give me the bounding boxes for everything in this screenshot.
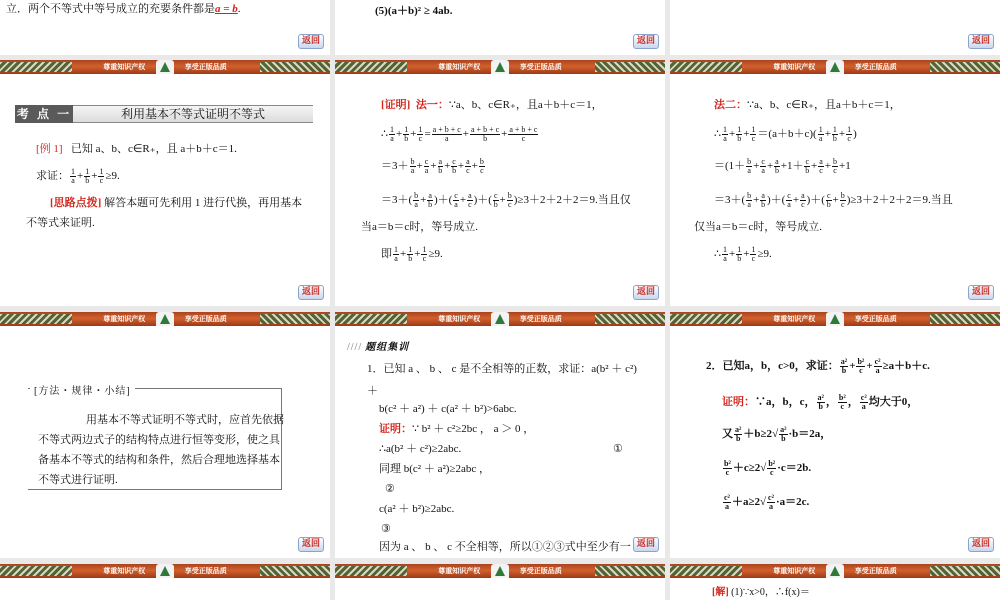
slide-banner: 尊重知识产权 享受正版品质	[0, 564, 330, 578]
kaodian-title: 利用基本不等式证明不等式	[73, 105, 313, 123]
q2-proof-1: 证明：∵a，b，c， $\frac{\text{a²}}{b}$ ， $\frac{\text{b²}}{c}$ ， $\frac{\text{c²}}{a}$ 均大于0，	[722, 393, 919, 411]
logo-icon	[156, 60, 174, 74]
q1-proof-1: 证明：∵ b² ＋ c²≥2bc ， a ＞ 0 ，	[379, 423, 535, 435]
proof-line-6: 即 $\frac{1}{a}$ + $\frac{1}{b}$ + $\frac{1}{c}$ ≥9.	[381, 245, 443, 263]
hint-line-1: [思路点拨] 解答本题可先利用 1 进行代换，再用基本	[50, 197, 303, 209]
slide-r2c1	[335, 312, 665, 558]
method2-line-4: ＝3＋( $\frac{b}{a}$ + $\frac{a}{b}$ )＋( $\frac{c}{a}$ + $\frac{a}{c}$ )＋( $\frac{c}{b}$ + $\frac{b}{c}$ )≥3＋2＋2＋2＝9.当且	[714, 191, 953, 209]
proof-line-1: [证明] 法一：∵a、b、c∈R₊，且a＋b＋c＝1，	[381, 99, 603, 111]
q1-line-c: b(c² ＋ a²) ＋ c(a² ＋ b²)>6abc.	[379, 403, 517, 415]
method2-line-6: ∴ $\frac{1}{a}$ + $\frac{1}{b}$ + $\frac{1}{c}$ ≥9.	[714, 245, 772, 263]
logo-icon	[491, 564, 509, 578]
slide-r2c2	[670, 312, 1000, 558]
slide-banner: 尊重知识产权 享受正版品质	[0, 60, 330, 74]
proof-line-4: ＝3＋( $\frac{b}{a}$ + $\frac{a}{b}$ )＋( $\frac{c}{a}$ + $\frac{a}{c}$ )＋( $\frac{c}{b}$ + $\frac{b}{c}$ )≥3＋2＋2＋2＝9.当且仅	[381, 191, 631, 209]
back-button[interactable]: 返回	[968, 537, 994, 552]
q1-proof-5: 因为 a 、 b 、 c 不全相等，所以①②③式中至少有一	[379, 541, 631, 553]
slide-banner: 尊重知识产权 享受正版品质	[670, 60, 1000, 74]
back-button[interactable]: 返回	[298, 285, 324, 300]
method2-line-1: 法二：∵a、b、c∈R₊，且a＋b＋c＝1，	[714, 99, 901, 111]
back-button[interactable]: 返回	[968, 285, 994, 300]
slide-r2c0	[0, 312, 330, 558]
slide-banner: 尊重知识产权 享受正版品质	[0, 312, 330, 326]
proof-line-5: 当a＝b＝c时，等号成立.	[361, 221, 479, 233]
slide-banner: 尊重知识产权 享受正版品质	[335, 564, 665, 578]
back-button[interactable]: 返回	[298, 34, 324, 49]
q2-proof-4: $\frac{\text{c²}}{a}$ ＋a≥2√ $\frac{\text{c²}}{a}$ ·a＝2c.	[724, 493, 810, 511]
proof-line-2: ∴ $\frac{1}{a}$ + $\frac{1}{b}$ + $\frac{1}{c}$ = $\frac{a + b + c}{a}$ + $\frac{a + b + c}{b}$ + $\frac{a + b + c}{c}$	[381, 125, 538, 143]
proof-line-3: ＝3＋ $\frac{b}{a}$ + $\frac{c}{a}$ + $\frac{a}{b}$ + $\frac{c}{b}$ + $\frac{a}{c}$ + $\frac{b}{c}$	[381, 157, 484, 175]
mark-2: ②	[385, 483, 395, 495]
q2-proof-2: 又 $\frac{\text{a²}}{b}$ ＋b≥2√ $\frac{\text{a²}}{b}$ ·b＝2a，	[722, 425, 832, 443]
slide-r0c1	[335, 0, 665, 55]
slide-r1c1	[335, 60, 665, 306]
back-button[interactable]: 返回	[633, 537, 659, 552]
method-summary-body: 用基本不等式证明不等式时，应首先依据不等式两边式子的结构特点进行恒等变形，使之具备基本不等式的结构和条件，然后合理地选择基本不等式进行证明.	[38, 414, 284, 486]
q1-proof-2: ∴a(b² ＋ c²)≥2abc.	[379, 443, 462, 455]
slide-banner: 尊重知识产权 享受正版品质	[670, 312, 1000, 326]
back-button[interactable]: 返回	[633, 34, 659, 49]
method2-line-5: 仅当a＝b＝c时，等号成立.	[694, 221, 823, 233]
q2-statement: 2．已知a，b，c>0，求证： $\frac{\text{a²}}{b}$ + $\frac{\text{b²}}{c}$ + $\frac{\text{c²}}{a}$ ≥a＋b＋c.	[706, 357, 930, 375]
q1-line-a: 1．已知 a 、 b 、 c 是不全相等的正数，求证：a(b² ＋ c²)	[367, 363, 637, 375]
inequality-5: (5)(a＋b)² ≥ 4ab.	[375, 5, 453, 17]
logo-icon	[826, 312, 844, 326]
slide-r3c2	[670, 564, 1000, 600]
slide-banner: 尊重知识产权 享受正版品质	[670, 564, 1000, 578]
method2-line-2: ∴ $\frac{1}{a}$ + $\frac{1}{b}$ + $\frac{1}{c}$ ＝(a＋b＋c)( $\frac{1}{a}$ + $\frac{1}{b}$ + $\frac{1}{c}$ )	[714, 125, 857, 143]
example-1: [例 1] 已知 a、b、c∈R₊，且 a＋b＋c＝1.	[36, 143, 237, 155]
method-summary-heading: [方法・规律・小结]	[30, 382, 135, 397]
logo-icon	[156, 312, 174, 326]
q1-proof-4: c(a² ＋ b²)≥2abc.	[379, 503, 455, 515]
slide-r1c2	[670, 60, 1000, 306]
slide-banner: 尊重知识产权 享受正版品质	[335, 60, 665, 74]
equality-condition-text: 立．两个不等式中等号成立的充要条件都是a = b.	[6, 3, 241, 15]
slide-r0c0	[0, 0, 330, 55]
slide-r3c0	[0, 564, 330, 600]
slide-r3c1	[335, 564, 665, 600]
logo-icon	[491, 60, 509, 74]
logo-icon	[826, 564, 844, 578]
prove-statement: 求证： $\frac{1}{a}$ + $\frac{1}{b}$ + $\frac{1}{c}$ ≥9.	[36, 167, 120, 185]
back-button[interactable]: 返回	[633, 285, 659, 300]
slide-r1c0	[0, 60, 330, 306]
logo-icon	[826, 60, 844, 74]
exercise-heading: //// 题组集训	[347, 338, 409, 353]
back-button[interactable]: 返回	[298, 537, 324, 552]
logo-icon	[491, 312, 509, 326]
logo-icon	[156, 564, 174, 578]
back-button[interactable]: 返回	[968, 34, 994, 49]
method2-line-3: ＝(1＋ $\frac{b}{a}$ + $\frac{c}{a}$ + $\frac{a}{b}$ +1＋ $\frac{c}{b}$ + $\frac{a}{c}$ + $\frac{b}{c}$ +1	[714, 157, 851, 175]
solution-start: [解] (1)∵x>0，∴f(x)＝	[712, 587, 810, 598]
q1-proof-3: 同理 b(c² ＋ a²)≥2abc ，	[379, 463, 490, 475]
slide-banner: 尊重知识产权 享受正版品质	[335, 312, 665, 326]
mark-1: ①	[613, 443, 623, 455]
mark-3: ③	[381, 523, 391, 535]
slide-r0c2	[670, 0, 1000, 55]
kaodian-tag: 考 点 一	[16, 107, 72, 121]
q2-proof-3: $\frac{\text{b²}}{c}$ ＋c≥2√ $\frac{\text{b²}}{c}$ ·c＝2b.	[724, 459, 812, 477]
hint-line-2: 不等式来证明.	[26, 217, 95, 229]
q1-line-b: ＋	[367, 385, 378, 397]
